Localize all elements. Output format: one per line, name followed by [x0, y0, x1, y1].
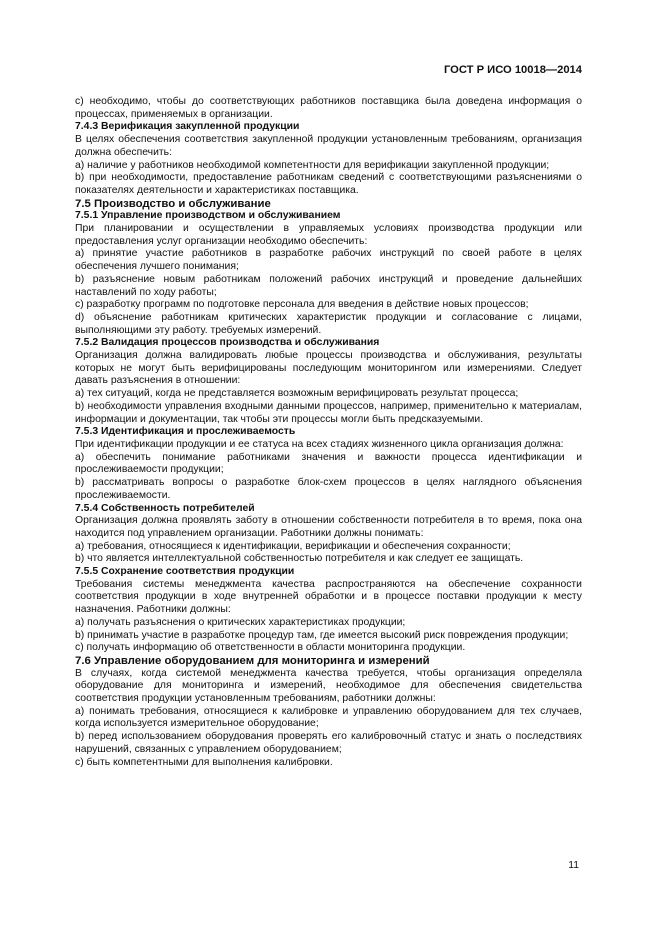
list-item: а) тех ситуаций, когда не представляется возможным верифицировать результат процесса;: [75, 388, 519, 400]
page-number: 11: [568, 860, 579, 871]
subsection-heading: 7.5.1 Управление производством и обслуживанием: [75, 210, 341, 222]
paragraph: Организация должна валидировать любые процессы производства и обслуживания, результаты которых не могут быть верифицированы последующим мониторингом или измерениями. Следует давать разъяснения в отношении:: [75, 350, 582, 387]
list-item: d) объяснение работникам критических характеристик продукции и согласование с лицами, выполняющими эту работу. требуемых измерений.: [75, 311, 582, 336]
list-item: b) рассматривать вопросы о разработке блок-схем процессов в целях наглядного объяснения прослеживаемости.: [75, 477, 582, 501]
list-item: а) принятие участие работников в разработке рабочих инструкций по своей работе в целях обеспечения лучшего понимания;: [75, 248, 582, 273]
subsection-heading: 7.5.5 Сохранение соответствия продукции: [75, 566, 295, 578]
list-item: с) быть компетентными для выполнения калибровки.: [75, 756, 333, 768]
subsection-heading: 7.4.3 Верификация закупленной продукции: [75, 121, 300, 133]
paragraph: В случаях, когда системой менеджмента качества требуется, чтобы организация определяла оборудование для мониторинга и измерений, необходимое для обеспечения свидетельства соответствия продукции установленным требованиям, работники должны:: [75, 667, 582, 705]
section-heading: 7.5 Производство и обслуживание: [75, 197, 271, 210]
paragraph: В целях обеспечения соответствия закупленной продукции установленным требованиям, организация должна обеспечить:: [75, 134, 582, 158]
subsection-heading: 7.5.4 Собственность потребителей: [75, 502, 255, 514]
standard-header: ГОСТ Р ИСО 10018—2014: [443, 64, 582, 76]
list-item: а) обеспечить понимание работниками значения и важности процесса идентификации и прослеживаемости продукции;: [75, 451, 582, 476]
section-heading: 7.6 Управление оборудованием для мониторинга и измерений: [75, 654, 430, 667]
list-item: b) перед использованием оборудования проверять его калибровочный статус и знать о последствиях нарушений, связанных с управлением оборудованием;: [75, 731, 582, 755]
list-item: b) что является интеллектуальной собственностью потребителя и как следует ее защищать.: [75, 553, 524, 565]
paragraph: Организация должна проявлять заботу в отношении собственности потребителя в то время, пока она находится под управлением организации. Работники должны понимать:: [75, 515, 582, 539]
list-item: b) при необходимости, предоставление работникам сведений с соответствующими разъяснениями о показателях деятельности и характеристиках поставщика.: [75, 172, 582, 196]
paragraph: Требования системы менеджмента качества распространяются на обеспечение сохранности соответствия продукции в ходе внутренней обработки и в процессе поставки продукции к месту назначения. Работники должны:: [75, 578, 582, 616]
list-item: с) получать информацию об ответственности в области мониторинга продукции.: [75, 642, 466, 654]
list-item: с) разработку программ по подготовке персонала для введения в действие новых процессов;: [75, 299, 529, 311]
list-item: а) требования, относящиеся к идентификации, верификации и обеспечения сохранности;: [75, 540, 511, 552]
subsection-heading: 7.5.3 Идентификация и прослеживаемость: [75, 426, 296, 438]
list-item: b) необходимости управления входными данными процессов, например, применительно к материалам, информации и документации, так чтобы эти процессы могли быть предсказуемыми.: [75, 400, 582, 425]
list-item: b) принимать участие в разработке процедур там, где имеется высокий риск повреждения продукции;: [75, 629, 569, 641]
paragraph: При идентификации продукции и ее статуса на всех стадиях жизненного цикла организация должна:: [75, 438, 564, 450]
list-item: а) получать разъяснения о критических характеристиках продукции;: [75, 616, 406, 628]
list-item: а) наличие у работников необходимой компетентности для верификации закупленной продукции;: [75, 159, 550, 171]
paragraph: с) необходимо, чтобы до соответствующих работников поставщика была доведена информация о процессах, применяемых в организации.: [75, 96, 582, 120]
list-item: а) понимать требования, относящиеся к калибровке и управлению оборудованием для тех случаев, когда используется измерительное оборудование;: [75, 705, 582, 730]
list-item: b) разъяснение новым работникам положений рабочих инструкций и проведение дальнейших наставлений по ходу работы;: [75, 273, 582, 298]
paragraph: При планировании и осуществлении в управляемых условиях производства продукции или предоставления услуг организации необходимо обеспечить:: [75, 223, 582, 247]
page-content: [75, 96, 582, 769]
subsection-heading: 7.5.2 Валидация процессов производства и обслуживания: [75, 337, 380, 349]
